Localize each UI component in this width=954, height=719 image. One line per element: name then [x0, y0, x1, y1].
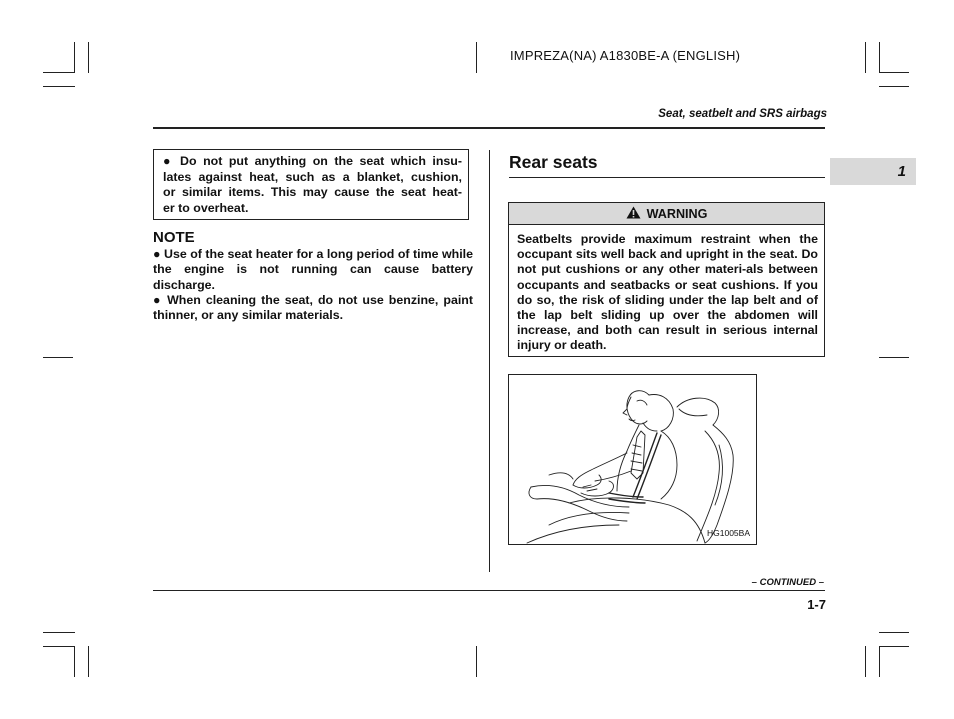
crop-mark — [879, 86, 909, 87]
warning-triangle-icon — [626, 206, 641, 222]
figure-code: HG1005BA — [707, 528, 750, 538]
crop-mark — [476, 42, 477, 73]
crop-mark — [476, 646, 477, 677]
rear-seats-rule — [509, 177, 825, 178]
footer-rule — [153, 590, 825, 591]
crop-mark — [43, 632, 75, 633]
caution-line: or similar items. This may cause the seat heat- — [163, 185, 462, 199]
crop-mark — [43, 646, 75, 647]
warning-header — [509, 203, 824, 225]
warning-text: Seatbelts provide maximum restraint when the occupant sits well back and upright in the seat. Do not put cushions or any other materi-als between occupants and seatbacks or seat cushions. If you do so, the risk of sliding under the lap belt and of the lap belt sliding up over the abdomen will increase, and both can result in serious internal injury or death. — [517, 232, 818, 353]
page-number: 1-7 — [807, 597, 826, 612]
crop-mark — [88, 42, 89, 73]
crop-mark — [43, 357, 73, 358]
crop-mark — [879, 42, 880, 73]
crop-mark — [879, 646, 909, 647]
crop-mark — [74, 42, 75, 73]
crop-mark — [74, 646, 75, 677]
note-item: ● When cleaning the seat, do not use benzine, paint thinner, or any similar materials. — [153, 292, 473, 323]
crop-mark — [879, 632, 909, 633]
caution-line: er to overheat. — [163, 200, 249, 215]
chapter-tab — [830, 158, 916, 185]
seated-occupant-illustration — [508, 374, 757, 545]
caution-box — [153, 149, 469, 220]
warning-box — [508, 202, 825, 357]
crop-mark — [879, 646, 880, 677]
caution-line: lates against heat, such as a blanket, cushion, — [163, 169, 462, 184]
crop-mark — [43, 86, 75, 87]
crop-mark — [865, 42, 866, 73]
note-title: NOTE — [153, 229, 195, 246]
crop-mark — [879, 357, 909, 358]
column-divider — [489, 150, 490, 572]
warning-label: WARNING — [646, 206, 708, 221]
section-title: Seat, seatbelt and SRS airbags — [658, 108, 827, 120]
note-body — [153, 247, 473, 323]
crop-mark — [88, 646, 89, 677]
crop-mark — [865, 646, 866, 677]
note-item: ● Use of the seat heater for a long period of time while the engine is not running can cause battery discharge. — [153, 247, 473, 292]
crop-mark — [43, 72, 75, 73]
chapter-number: 1 — [897, 163, 906, 180]
caution-line: ● Do not put anything on the seat which insu- — [163, 154, 462, 168]
header-rule — [153, 127, 825, 129]
crop-mark — [879, 72, 909, 73]
rear-seats-title: Rear seats — [509, 152, 598, 172]
document-code: IMPREZA(NA) A1830BE-A (ENGLISH) — [510, 48, 741, 63]
continued-label: – CONTINUED – — [751, 577, 824, 588]
